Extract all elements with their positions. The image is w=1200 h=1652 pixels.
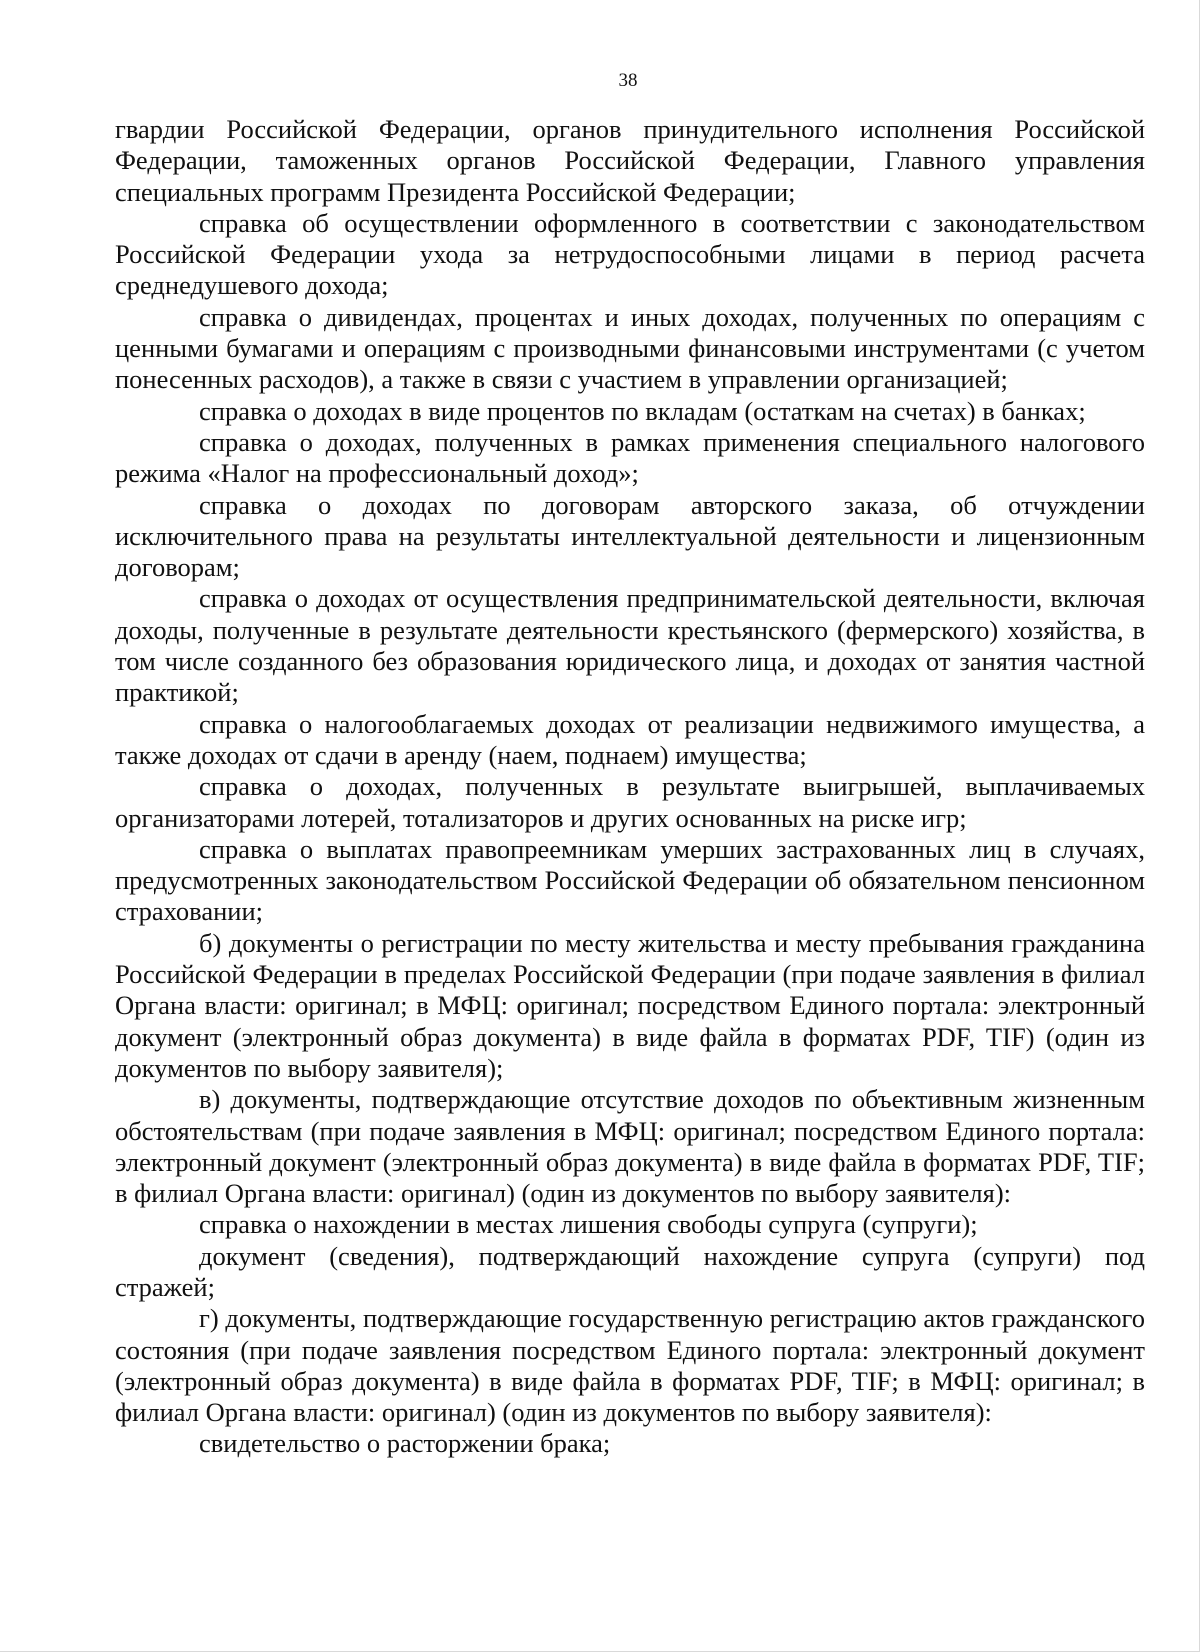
paragraph: справка о доходах от осуществления предпринимательской деятельности, включая доходы, полученные в результате деятельности крестьянского (фермерского) хозяйства, в том числе созданного без образования юридического лица, и доходах от занятия частной практикой;: [115, 583, 1145, 708]
paragraph: документ (сведения), подтверждающий нахождение супруга (супруги) под стражей;: [115, 1240, 1145, 1302]
paragraph: справка о доходах по договорам авторского заказа, об отчуждении исключительного права на результаты интеллектуальной деятельности и лицензионным договорам;: [115, 489, 1145, 583]
paragraph: в) документы, подтверждающие отсутствие доходов по объективным жизненным обстоятельствам (при подаче заявления в МФЦ: оригинал; посредством Единого портала: электронный документ (электронный образ документа) в виде файла в форматах PDF, TIF; в филиал Органа власти: оригинал) (один из документов по выбору заявителя):: [115, 1084, 1145, 1209]
document-body: [115, 114, 1145, 1460]
paragraph: свидетельство о расторжении брака;: [199, 1428, 611, 1459]
paragraph: справка о дивидендах, процентах и иных доходах, полученных по операциям с ценными бумагами и операциям с производными финансовыми инструментами (с учетом понесенных расходов), а также в связи с участием в управлении организацией;: [115, 301, 1145, 395]
paragraph: справка о налогооблагаемых доходах от реализации недвижимого имущества, а также доходах от сдачи в аренду (наем, поднаем) имущества;: [115, 708, 1145, 770]
paragraph: справка о нахождении в местах лишения свободы супруга (супруги);: [199, 1209, 978, 1240]
page-number: 38: [618, 70, 638, 91]
paragraph: б) документы о регистрации по месту жительства и месту пребывания гражданина Российской Федерации в пределах Российской Федерации (при подаче заявления в филиал Органа власти: оригинал; в МФЦ: оригинал; посредством Единого портала: электронный документ (электронный образ документа) в виде файла в форматах PDF, TIF) (один из документов по выбору заявителя);: [115, 927, 1145, 1083]
paragraph: г) документы, подтверждающие государственную регистрацию актов гражданского состояния (при подаче заявления посредством Единого портала: электронный документ (электронный образ документа) в виде файла в форматах PDF, TIF; в МФЦ: оригинал; в филиал Органа власти: оригинал) (один из документов по выбору заявителя):: [115, 1303, 1145, 1428]
paragraph: гвардии Российской Федерации, органов принудительного исполнения Российской Федерации, таможенных органов Российской Федерации, Главного управления специальных программ Президента Российской Федерации;: [115, 114, 1145, 207]
paragraph: справка о выплатах правопреемникам умерших застрахованных лиц в случаях, предусмотренных законодательством Российской Федерации об обязательном пенсионном страховании;: [115, 833, 1145, 927]
paragraph: справка о доходах в виде процентов по вкладам (остаткам на счетах) в банках;: [199, 395, 1086, 426]
paragraph: справка об осуществлении оформленного в соответствии с законодательством Российской Федерации ухода за нетрудоспособными лицами в период расчета среднедушевого дохода;: [115, 207, 1145, 301]
paragraph: справка о доходах, полученных в результате выигрышей, выплачиваемых организаторами лотерей, тотализаторов и других основанных на риске игр;: [115, 771, 1145, 833]
paragraph: справка о доходах, полученных в рамках применения специального налогового режима «Налог на профессиональный доход»;: [115, 426, 1145, 489]
